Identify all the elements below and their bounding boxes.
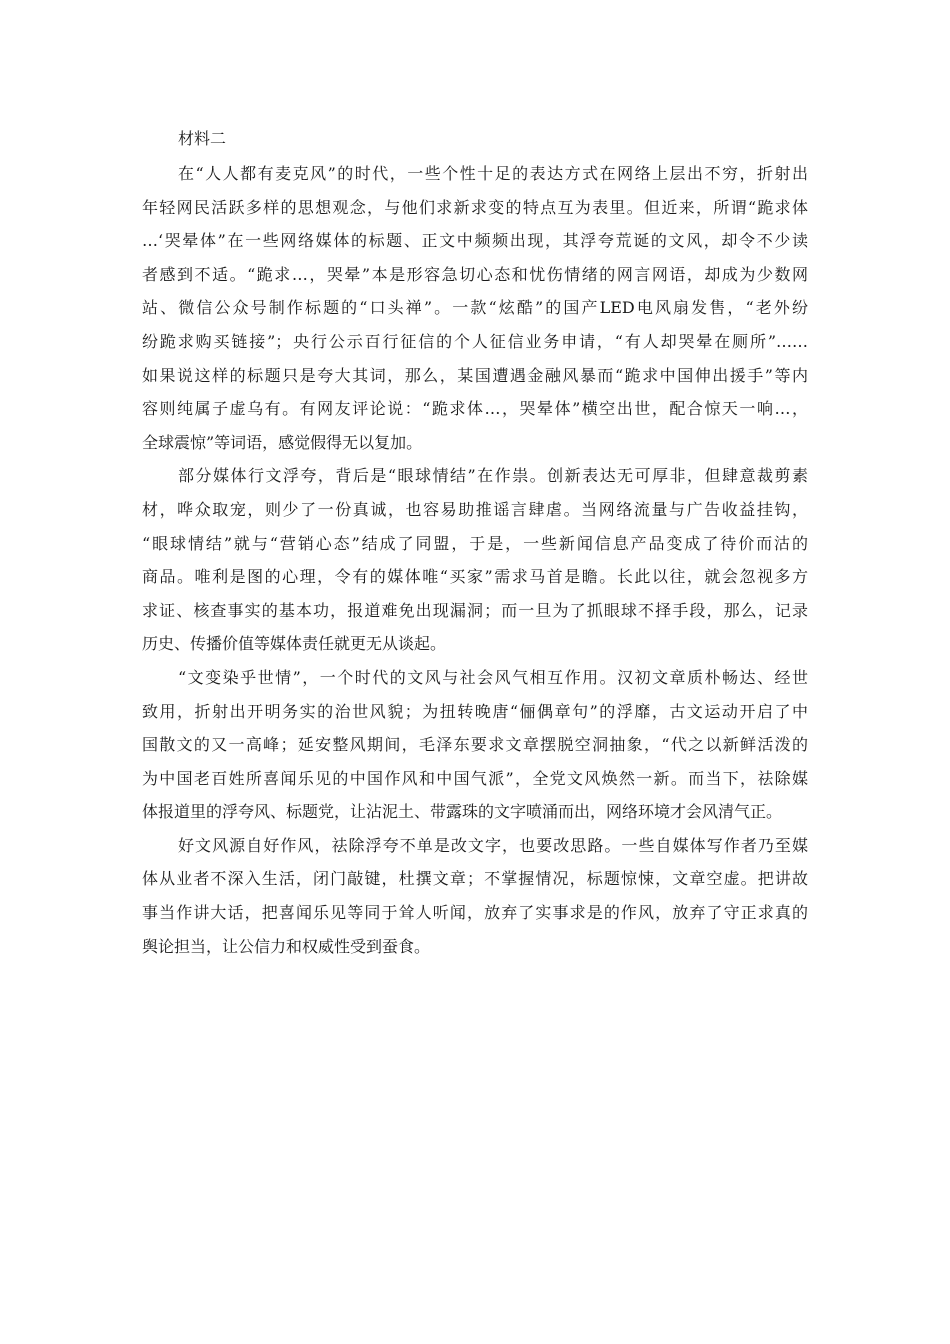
paragraph-line: 容则纯属子虚乌有。有网友评论说：“跪求体…，哭晕体”横空出世，配合惊天一响…，: [142, 399, 808, 419]
paragraph-line: 商品。唯利是图的心理，令有的媒体唯“买家”需求马首是瞻。长此以往，就会忽视多方: [142, 567, 808, 587]
paragraph-line: 好文风源自好作风，祛除浮夸不单是改文字，也要改思路。一些自媒体写作者乃至媒: [178, 835, 808, 855]
paragraph-3: [142, 661, 808, 829]
paragraph-line: 致用，折射出开明务实的治世风貌；为扭转晚唐“俪偶章句”的浮靡，古文运动开启了中: [142, 701, 808, 721]
paragraph-line: 体从业者不深入生活，闭门敲键，杜撰文章；不掌握情况，标题惊悚，文章空虚。把讲故: [142, 869, 808, 889]
section-heading: 材料二: [178, 129, 227, 148]
paragraph-line: “眼球情结”就与“营销心态”结成了同盟，于是，一些新闻信息产品变成了待价而沽的: [142, 533, 808, 553]
paragraph-line: 求证、核查事实的基本功，报道难免出现漏洞；而一旦为了抓眼球不择手段，那么，记录: [142, 600, 808, 620]
paragraph-line: 国散文的又一高峰；延安整风期间，毛泽东要求文章摆脱空洞抽象，“代之以新鲜活泼的: [142, 735, 808, 755]
paragraph-line: 全球震惊”等词语，感觉假得无以复加。: [142, 432, 423, 452]
paragraph-line: …‘哭晕体”在一些网络媒体的标题、正文中频频出现，其浮夸荒诞的文风，却令不少读: [142, 231, 808, 251]
paragraph-line: 者感到不适。“跪求…，哭晕”本是形容急切心态和忧伤情绪的网言网语，却成为少数网: [142, 264, 808, 284]
paragraph-line: 体报道里的浮夸风、标题党，让沾泥土、带露珠的文字喷涌而出，网络环境才会风清气正。: [142, 802, 783, 822]
paragraph-2: [142, 459, 808, 661]
paragraph-line: 纷跪求购买链接”；央行公示百行征信的个人征信业务申请，“有人却哭晕在厕所”……: [142, 331, 808, 351]
paragraph-4: [142, 829, 808, 963]
paragraph-line: 年轻网民活跃多样的思想观念，与他们求新求变的特点互为表里。但近来，所谓“跪求体: [142, 197, 808, 217]
paragraph-line: 历史、传播价值等媒体责任就更无从谈起。: [142, 634, 447, 654]
paragraph-line: 材，哗众取宠，则少了一份真诚，也容易助推谣言肆虐。当网络流量与广告收益挂钩，: [142, 499, 808, 519]
paragraph-line: “文变染乎世情”，一个时代的文风与社会风气相互作用。汉初文章质朴畅达、经世: [178, 667, 808, 687]
paragraph-line: 舆论担当，让公信力和权威性受到蚕食。: [142, 936, 431, 956]
paragraph-1: [142, 157, 808, 459]
paragraph-line: 在“人人都有麦克风”的时代，一些个性十足的表达方式在网络上层出不穷，折射出: [178, 164, 808, 183]
paragraph-line: 为中国老百姓所喜闻乐见的中国作风和中国气派”，全党文风焕然一新。而当下，祛除媒: [142, 768, 808, 788]
paragraph-line: 站、微信公众号制作标题的“口头禅”。一款“炫酷”的国产LED电风扇发售，“老外纷: [142, 298, 808, 318]
paragraph-line: 如果说这样的标题只是夸大其词，那么，某国遭遇金融风暴而“跪求中国伸出援手”等内: [142, 365, 808, 385]
paragraph-line: 事当作讲大话，把喜闻乐见等同于耸人听闻，放弃了实事求是的作风，放弃了守正求真的: [142, 903, 808, 923]
paragraph-line: 部分媒体行文浮夸，背后是“眼球情结”在作祟。创新表达无可厚非，但肆意裁剪素: [178, 466, 808, 486]
document-body: [142, 122, 808, 963]
